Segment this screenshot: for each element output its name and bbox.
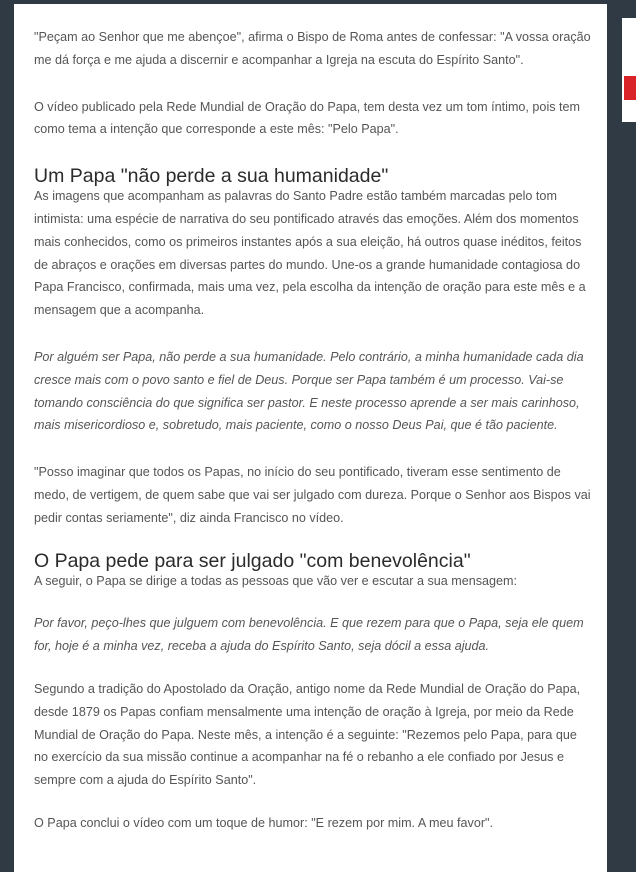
paragraph-fear-quote: "Posso imaginar que todos os Papas, no início do seu pontificado, tiveram esse sentimento de medo, de vertigem, de quem sabe que vai ser julgado com dureza. Porque o Senhor aos Bispos vai pedir contas seriamente", diz ainda Francisco no vídeo. — [34, 465, 591, 525]
section-heading-humanity: Um Papa "não perde a sua humanidade" — [34, 165, 389, 188]
paragraph-address-people: A seguir, o Papa se dirige a todas as pessoas que vão ver e escutar a sua mensagem: — [34, 573, 518, 588]
paragraph-intro-quote: "Peçam ao Senhor que me abençoe", afirma o Bispo de Roma antes de confessar: "A vossa oração me dá força e me ajuda a discernir e acompanhar a Igreja na escuta do Espírito Santo". — [34, 30, 591, 67]
quote-humanity: Por alguém ser Papa, não perde a sua humanidade. Pelo contrário, a minha humanidade cada dia cresce mais com o povo santo e fiel de Deus. Porque ser Papa também é um processo. Vai-se tomando consciência do que significa ser pastor. E neste processo aprende a ser mais carinhoso, mais misericordioso e, sobretudo, mais paciente, como o nosso Deus Pai, que é tão paciente. — [34, 349, 584, 433]
sidebar-red-badge[interactable] — [624, 76, 636, 100]
paragraph-tradition: Segundo a tradição do Apostolado da Oração, antigo nome da Rede Mundial de Oração do Papa, desde 1879 os Papas confiam mensalmente uma intenção de oração à Igreja, por meio da Rede Mundial de Oração do Papa. Neste mês, a intenção é a seguinte: "Rezemos pelo Papa, para que no exercício da sua missão continue a acompanhar na fé o rebanho a ele confiado por Jesus e sempre com a ajuda do Espírito Santo". — [34, 681, 581, 788]
article-body — [14, 4, 607, 872]
sidebar-panel-edge — [622, 18, 636, 122]
paragraph-video-theme: O vídeo publicado pela Rede Mundial de Oração do Papa, tem desta vez um tom íntimo, pois tem como tema a intenção que corresponde a este mês: "Pelo Papa". — [34, 99, 581, 137]
section-heading-benevolence: O Papa pede para ser julgado "com benevolência" — [34, 549, 471, 572]
quote-benevolence: Por favor, peço-lhes que julguem com benevolência. E que rezem para que o Papa, seja ele quem for, hoje é a minha vez, receba a ajuda do Espírito Santo, seja dócil a essa ajuda. — [34, 616, 584, 654]
paragraph-images-description: As imagens que acompanham as palavras do Santo Padre estão também marcadas pelo tom intimista: uma espécie de narrativa do seu pontificado através das emoções. Além dos momentos mais conhecidos, como os primeiros instantes após a sua eleição, há outros quase inéditos, feitos de abraços e orações em diversas partes do mundo. Une-os a grande humanidade contagiosa do Papa Francisco, confirmada, mais uma vez, pela escolha da intenção de oração para este mês e a mensagem que a acompanha. — [34, 189, 586, 318]
paragraph-conclusion: O Papa conclui o vídeo com um toque de humor: "E rezem por mim. A meu favor". — [34, 815, 494, 830]
